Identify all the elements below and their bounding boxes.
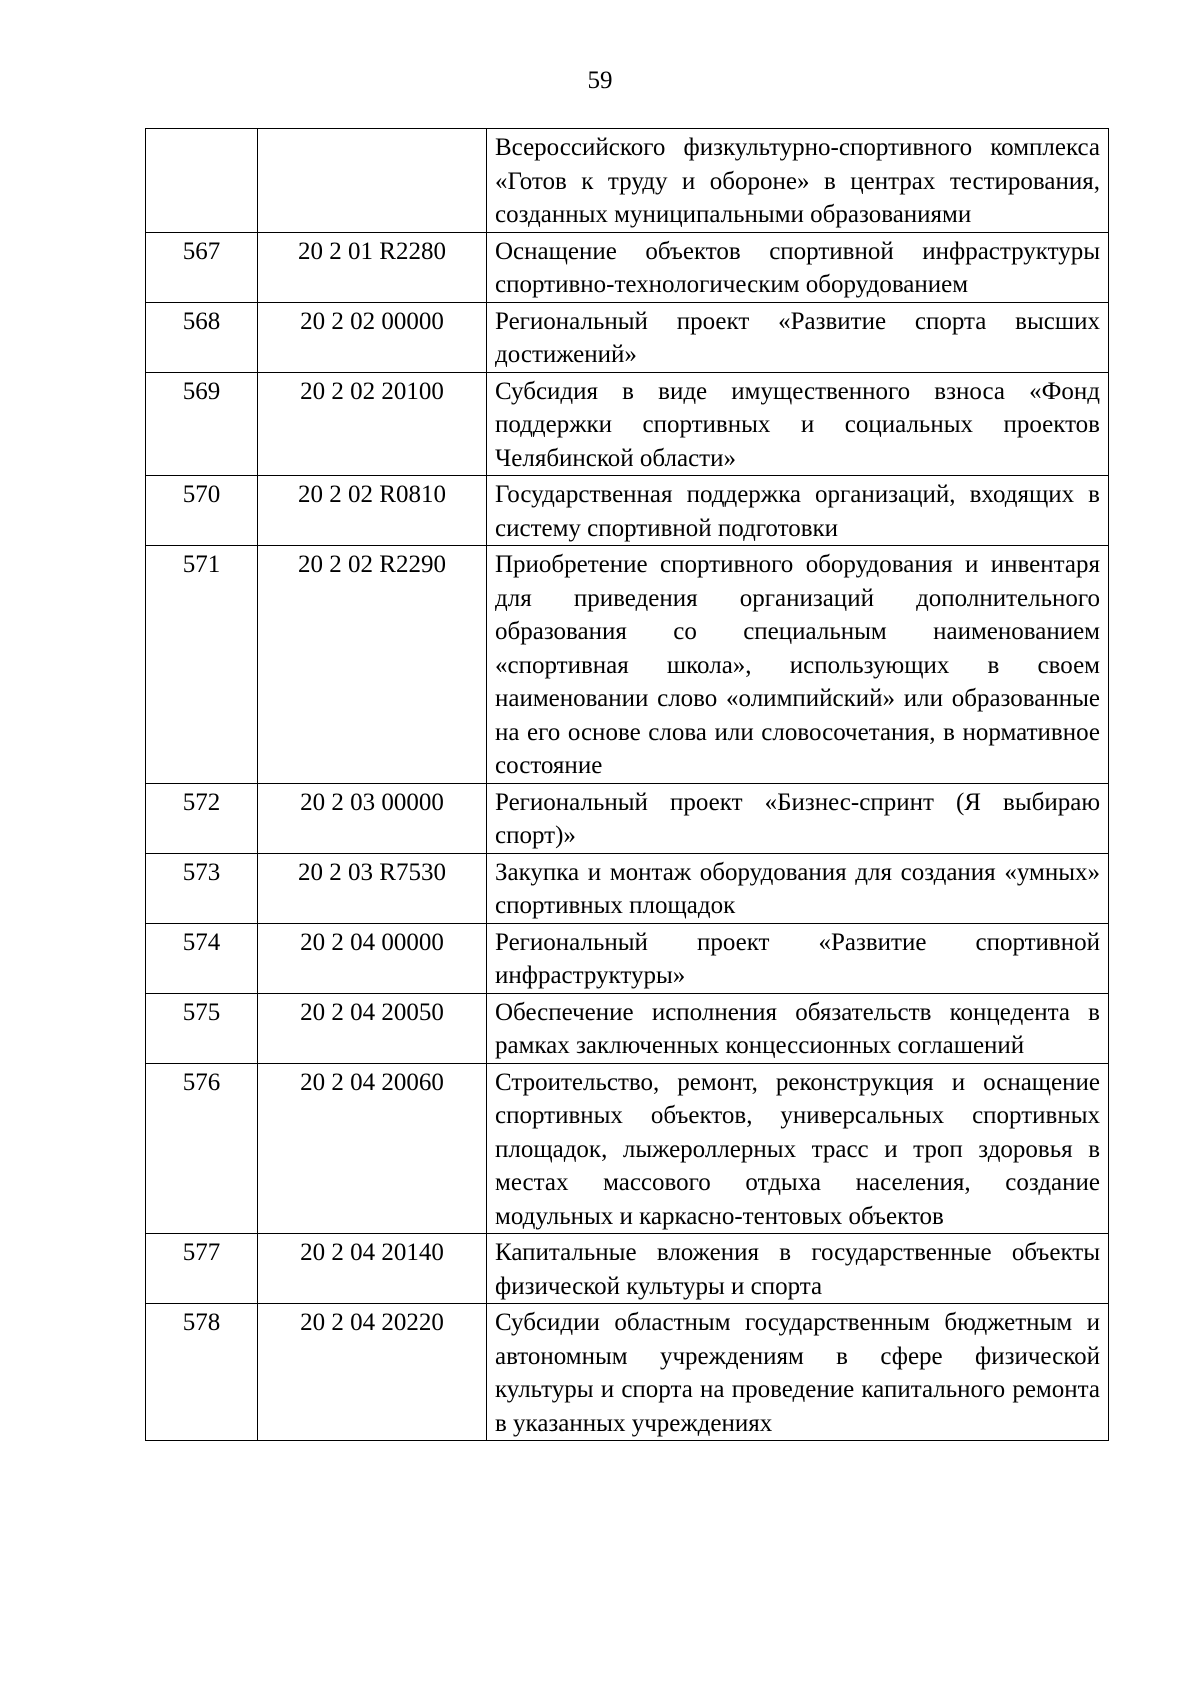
row-number: 569 [146,372,258,476]
target-article-code: 20 2 04 00000 [258,923,487,993]
table-row [146,372,1109,476]
table-row [146,853,1109,923]
budget-classification-table [145,128,1109,1441]
row-number: 576 [146,1063,258,1234]
target-article-code: 20 2 03 00000 [258,783,487,853]
table-row [146,993,1109,1063]
table-row [146,232,1109,302]
target-article-code: 20 2 02 00000 [258,302,487,372]
target-article-code: 20 2 01 R2280 [258,232,487,302]
target-article-code: 20 2 04 20060 [258,1063,487,1234]
row-number: 577 [146,1234,258,1304]
table-row [146,476,1109,546]
target-article-code: 20 2 04 20140 [258,1234,487,1304]
row-number: 568 [146,302,258,372]
row-number: 573 [146,853,258,923]
target-article-code [258,129,487,233]
table-row [146,923,1109,993]
target-article-code: 20 2 02 R2290 [258,546,487,784]
target-article-code: 20 2 04 20050 [258,993,487,1063]
target-article-code: 20 2 03 R7530 [258,853,487,923]
article-name: Закупка и монтаж оборудования для создания «умных» спортивных площадок [487,853,1109,923]
row-number: 571 [146,546,258,784]
article-name: Региональный проект «Развитие спорта высших достижений» [487,302,1109,372]
article-name: Приобретение спортивного оборудования и инвентаря для приведения организаций дополнительного образования со специальным наименованием «спортивная школа», использующих в своем наименовании слово «олимпийский» или образованные на его основе слова или словосочетания, в нормативное состояние [487,546,1109,784]
article-name: Оснащение объектов спортивной инфраструктуры спортивно-технологическим оборудованием [487,232,1109,302]
table-row [146,129,1109,233]
table-body [146,129,1109,1441]
table-row [146,1063,1109,1234]
row-number: 574 [146,923,258,993]
table-row [146,302,1109,372]
row-number: 575 [146,993,258,1063]
target-article-code: 20 2 02 20100 [258,372,487,476]
table-row [146,1234,1109,1304]
table-row [146,783,1109,853]
article-name: Региональный проект «Бизнес-спринт (Я выбираю спорт)» [487,783,1109,853]
row-number [146,129,258,233]
row-number: 578 [146,1304,258,1441]
article-name: Капитальные вложения в государственные объекты физической культуры и спорта [487,1234,1109,1304]
row-number: 567 [146,232,258,302]
target-article-code: 20 2 02 R0810 [258,476,487,546]
row-number: 572 [146,783,258,853]
article-name: Государственная поддержка организаций, входящих в систему спортивной подготовки [487,476,1109,546]
row-number: 570 [146,476,258,546]
table-row [146,546,1109,784]
target-article-code: 20 2 04 20220 [258,1304,487,1441]
article-name: Субсидии областным государственным бюджетным и автономным учреждениям в сфере физической культуры и спорта на проведение капитального ремонта в указанных учреждениях [487,1304,1109,1441]
article-name: Субсидия в виде имущественного взноса «Фонд поддержки спортивных и социальных проектов Челябинской области» [487,372,1109,476]
article-name: Региональный проект «Развитие спортивной инфраструктуры» [487,923,1109,993]
article-name: Строительство, ремонт, реконструкция и оснащение спортивных объектов, универсальных спортивных площадок, лыжероллерных трасс и троп здоровья в местах массового отдыха населения, создание модульных и каркасно-тентовых объектов [487,1063,1109,1234]
article-name: Обеспечение исполнения обязательств концедента в рамках заключенных концессионных соглашений [487,993,1109,1063]
article-name: Всероссийского физкультурно-спортивного комплекса «Готов к труду и обороне» в центрах тестирования, созданных муниципальными образованиями [487,129,1109,233]
page-number: 59 [587,67,613,94]
table-row [146,1304,1109,1441]
